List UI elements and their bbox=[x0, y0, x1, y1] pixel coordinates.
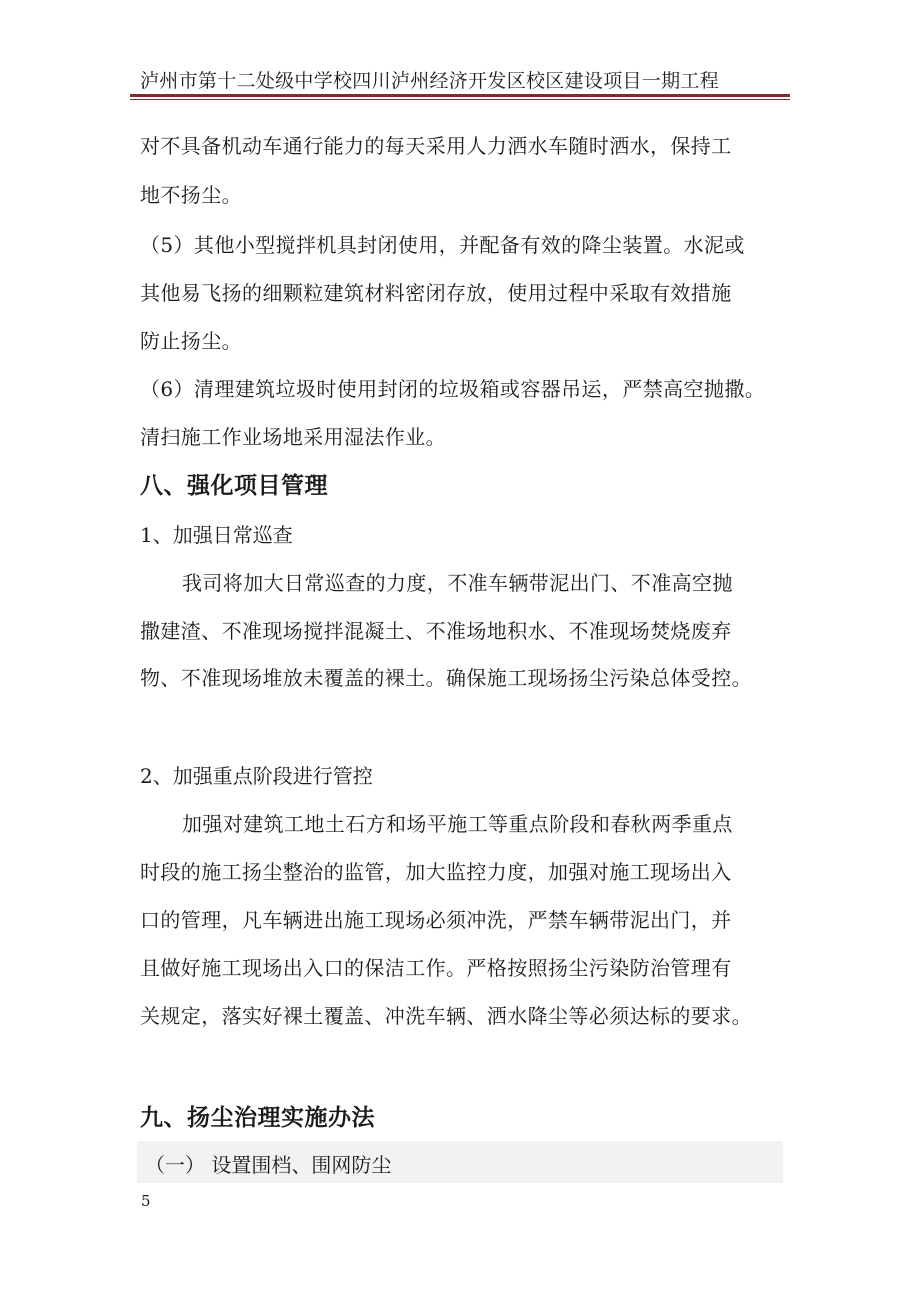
paragraph-line: （6）清理建筑垃圾时使用封闭的垃圾箱或容器吊运，严禁高空抛撒。 bbox=[140, 377, 766, 401]
paragraph-line: 关规定，落实好裸土覆盖、冲洗车辆、洒水降尘等必须达标的要求。 bbox=[140, 1004, 752, 1028]
header-rule-thick bbox=[130, 94, 790, 97]
paragraph-line: 防止扬尘。 bbox=[140, 329, 242, 353]
section-heading-8: 八、强化项目管理 bbox=[140, 473, 328, 499]
running-header-title: 泸州市第十二处级中学校四川泸州经济开发区校区建设项目一期工程 bbox=[140, 70, 720, 92]
paragraph-line: （5）其他小型搅拌机具封闭使用，并配备有效的降尘装置。水泥或 bbox=[140, 233, 745, 257]
paragraph-line: 撒建渣、不准现场搅拌混凝土、不准场地积水、不准现场焚烧废弃 bbox=[140, 619, 732, 643]
paragraph-line: 且做好施工现场出入口的保洁工作。严格按照扬尘污染防治管理有 bbox=[140, 956, 732, 980]
paragraph-line: 其他易飞扬的细颗粒建筑材料密闭存放，使用过程中采取有效措施 bbox=[140, 281, 732, 305]
subsection-heading-2: 2、加强重点阶段进行管控 bbox=[140, 764, 373, 788]
section-heading-9: 九、扬尘治理实施办法 bbox=[140, 1105, 375, 1131]
subsection-heading-1: 1、加强日常巡查 bbox=[140, 523, 293, 547]
paragraph-line: 地不扬尘。 bbox=[140, 183, 242, 207]
paragraph-line: 加强对建筑工地土石方和场平施工等重点阶段和春秋两季重点 bbox=[182, 812, 733, 836]
paragraph-line: 时段的施工扬尘整治的监管，加大监控力度，加强对施工现场出入 bbox=[140, 860, 732, 884]
paragraph-line: 我司将加大日常巡查的力度，不准车辆带泥出门、不准高空抛 bbox=[182, 571, 733, 595]
paragraph-line: 清扫施工作业场地采用湿法作业。 bbox=[140, 425, 446, 449]
paragraph-line: 物、不准现场堆放未覆盖的裸土。确保施工现场扬尘污染总体受控。 bbox=[140, 666, 752, 690]
page-number: 5 bbox=[141, 1192, 151, 1210]
paragraph-line: 对不具备机动车通行能力的每天采用人力洒水车随时洒水，保持工 bbox=[140, 134, 732, 158]
header-rule-thin bbox=[130, 99, 790, 100]
subsection-heading-9-1: （一） 设置围档、围网防尘 bbox=[145, 1153, 392, 1177]
paragraph-line: 口的管理，凡车辆进出施工现场必须冲洗，严禁车辆带泥出门，并 bbox=[140, 908, 732, 932]
